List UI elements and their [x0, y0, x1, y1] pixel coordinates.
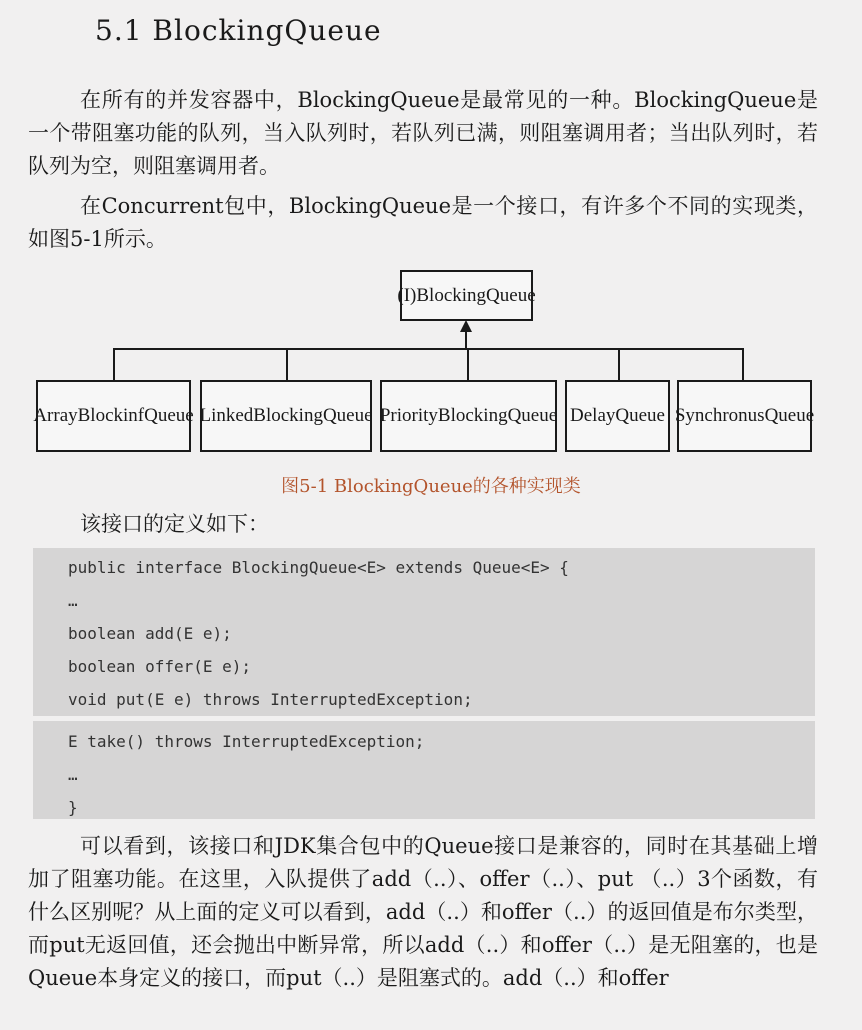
code-block — [33, 548, 815, 716]
figure-caption: 图5-1 BlockingQueue的各种实现类 — [281, 476, 581, 497]
code-line: void put(E e) throws InterruptedException; — [68, 690, 473, 709]
section-title: 5.1 BlockingQueue — [95, 14, 382, 47]
diagram-branch-line — [286, 348, 288, 381]
diagram-bus-line — [113, 348, 744, 350]
code-line: … — [68, 591, 78, 610]
diagram-child-box: DelayQueue — [565, 380, 670, 452]
code-line: boolean offer(E e); — [68, 657, 252, 676]
code-line: E take() throws InterruptedException; — [68, 732, 425, 751]
diagram-child-box: SynchronusQueue — [677, 380, 812, 452]
code-line: boolean add(E e); — [68, 624, 232, 643]
code-line: … — [68, 765, 78, 784]
diagram-branch-line — [618, 348, 620, 381]
diagram-child-box: PriorityBlockingQueue — [380, 380, 557, 452]
diagram-child-box: ArrayBlockinfQueue — [36, 380, 191, 452]
paragraph-intro: 在所有的并发容器中，BlockingQueue是最常见的一种。BlockingQueue是一个带阻塞功能的队列，当入队列时，若队列已满，则阻塞调用者；当出队列时，若队列为空，则阻塞调用者。 — [28, 88, 818, 178]
diagram-child-box: LinkedBlockingQueue — [200, 380, 372, 452]
paragraph-definition-intro: 该接口的定义如下： — [80, 512, 269, 536]
code-line: public interface BlockingQueue<E> extends Queue<E> { — [68, 558, 569, 577]
diagram-branch-line — [467, 348, 469, 381]
diagram-root-box: (I)BlockingQueue — [400, 270, 533, 321]
code-block — [33, 721, 815, 819]
paragraph-concurrent: 在Concurrent包中，BlockingQueue是一个接口，有许多个不同的实现类，如图5-1所示。 — [28, 194, 818, 251]
code-line: } — [68, 798, 78, 817]
paragraph-comparison: 可以看到，该接口和JDK集合包中的Queue接口是兼容的，同时在其基础上增加了阻塞功能。在这里，入队提供了add（..）、offer（..）、put （..）3个函数，有什么区别呢？从上面的定义可以看到，add（..）和offer（..）的返回值是布尔类型，而put无返回值，还会抛出中断异常，所以add（..）和offer（..）是无阻塞的，也是Queue本身定义的接口，而put（..）是阻塞式的。add（..）和offer — [28, 834, 818, 990]
diagram-branch-line — [742, 348, 744, 381]
diagram-branch-line — [113, 348, 115, 381]
